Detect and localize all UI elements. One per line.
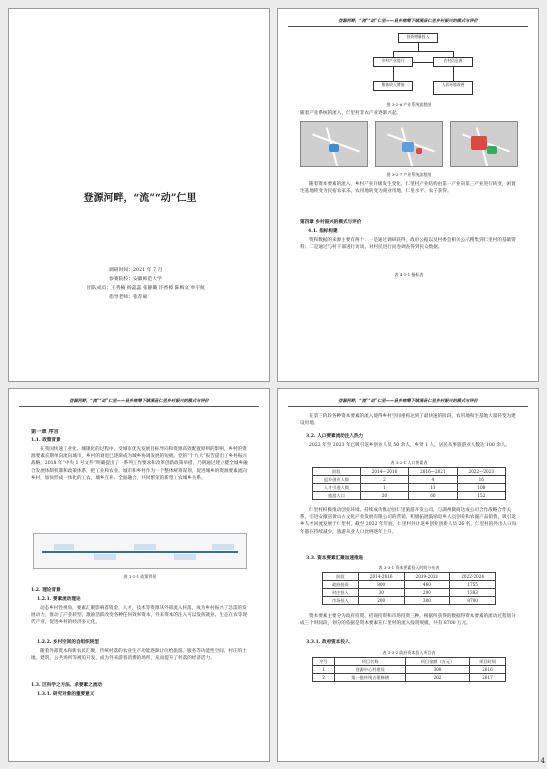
table-cell: 第一批传统古建修缮 [335,674,406,682]
table-cell: 152 [457,492,505,500]
table-cell: 1 [360,484,408,492]
body-paragraph: 资本要素主要分为政府投资、招商投资和市场投资三种。根据所获得的数据得资本要素的流动过程划分成三个时间段，划分的依据是资本要素在仁里村的流入投资规模，共有 8700 万元。 [300,614,516,627]
table-caption: 表 3-3-2 政府资本投入项目表 [382,650,436,655]
body-paragraph: 仁里村积极推动创业环境，持续成功推动县仁里旅游开发公司，与湖州微商达成公司合作战略合作关系，引进安徽省黄山古文化产业发展有限公司的营销，积极拓展鼓励返乡人员创业和农副产品销售，吸引返乡人才回流发展于仁里村，截至 2022 年年底，仁里村共计返乡创业创新人员 26 名，仁里村的外出人口每年都在持续减少，旅游从业人口比例逐年上升。 [300,508,517,535]
table-cell: 200 [358,597,404,605]
page-header: 登源河畔，“流”“动”仁里——县乡统筹下绩溪县仁里乡村振兴的模式与评价 [19,398,259,407]
section-heading: 1.3. 区科学之方法、求要素之流动 [31,683,102,688]
table-cell: 1 [313,666,335,674]
table-header: 项目时间 [469,658,505,666]
flow-connector [453,67,454,81]
section-heading: 1.1. 政策背景 [31,438,61,443]
table-header: 序号 [313,658,335,666]
cover-meta-team: 团队成员：王秀楠 杨蕊蕊 张静璐 许香樟 陈梅文 牟宇航 [87,286,205,291]
page-header: 登源河畔，“流”“动”仁里——县乡统筹下绩溪县仁里乡村振兴的模式与评价 [288,398,528,407]
subsection-heading: 1.2.2. 乡村空间的自组织转型 [37,640,99,645]
table-cell: 4 [409,476,457,484]
table-caption: 表 4-1-1 指标表 [394,272,424,277]
policy-timeline-figure [33,533,247,569]
table-header: 阶段 [323,573,359,581]
table-cell: 300 [406,666,470,674]
table-cell: 16 [457,476,505,484]
table-row [313,674,506,682]
table-cell: 2 [313,674,335,682]
table-cell: 20 [360,492,408,500]
subsection-heading: 1.2.1. 要素流动理论 [37,597,81,602]
table-header: 2016—2021 [409,468,457,476]
table-row [313,492,506,500]
table-caption: 表 3-2-1 人口要素表 [390,460,428,465]
table-header: 2014—2016 [360,468,408,476]
body-paragraph: 随着外部资本和新农民汇聚，传统村落的农业生产功能逐渐让位给旅游、服务等功能性空间，村庄的土地、建筑、公共场所等被迫开发，成为外来游客消费的场所，从而提升了村落的经济活力。 [31,649,247,662]
table-header: 2019-2021 [404,573,450,581]
section-heading: 3.2. 人口要素流动注入热力 [306,434,364,439]
table-row [323,581,496,589]
chapter-heading: 第一章 序言 [31,429,59,435]
map-image-1 [300,121,368,167]
table-row [313,484,506,492]
section-heading: 1.2. 理论背景 [31,588,61,593]
subsection-heading: 1.3.1. 研究对象的重要意义 [37,692,95,697]
table-header: 项目金额（万元） [406,658,470,666]
flow-connector [393,51,453,52]
table-caption: 表 3-3-1 资本要素投入时间分布表 [378,565,440,570]
cover-page [8,8,270,382]
section-heading: 3.3. 资本要素汇聚加速推进 [306,556,364,561]
table-header: 2022—2023 [457,468,505,476]
section-heading: 第四章 乡村振兴的模式与评价 [300,220,362,225]
body-paragraph: 动态乡村性视角，要素汇聚影响着资金，人才，技术等资源从外部流入村落，成为乡村振兴了急需的发展动力，推动了产业转型，激励活跃改变各种任何效率资本，外来资本的注入可以发挥就业、生态在农等现代产业，促进乡村的经济多元化。 [31,606,247,626]
table-cell: 108 [457,484,505,492]
cover-meta-date: 调研时间：2021 年 7 月 [109,268,163,273]
flow-box-bottom-right: 人居环境改善 [433,81,473,95]
table-header: 阶段 [313,468,361,476]
table-header: 项目名称 [335,658,406,666]
table-cell: 1755 [450,581,496,589]
table-cell: 200 [404,589,450,597]
figure-caption: 图 1-1-1 政策背景 [123,574,157,579]
table-cell: 2016 [469,666,505,674]
page-3 [8,388,270,762]
table-cell: 300 [404,597,450,605]
table-header: 2014-2016 [358,573,404,581]
flow-connector [418,43,419,51]
table-cell: 30 [358,589,404,597]
flow-connector [413,62,433,63]
table-cell: 登源中心村建设 [335,666,406,674]
flow-box-bottom-left: 集体收入增加 [373,81,413,91]
subsection-heading: 3.3.1. 政府资本投入 [306,640,350,645]
table-cell: 市场投入 [323,597,359,605]
subsection-heading: 4.1. 指标构建 [308,229,338,234]
body-paragraph: 在第三阶段各种资本要素的流入使得乡村空间重构达到了最快速的阶段，农用地和宅基地大量转变为建设用地。 [300,414,516,427]
page-4 [277,388,539,762]
figure-caption: 图 3-2-7 产业系统流程图 [386,172,432,177]
page-2 [277,8,539,382]
map-image-3 [450,121,518,167]
body-paragraph: 随着资本要素的流入，乡村产业升级发生变化，仁里村产业结构由第一产业向第三产业进行转变，闲置宅基地转变为民宿农家乐、农用地转变为商业用地，仁里水平、农子获得。 [300,182,516,195]
cover-meta-school: 参赛院校：安徽师范大学 [109,277,162,282]
map-image-2 [375,121,443,167]
figure-caption: 图 3-2-6 产业系统流程图 [386,102,432,107]
population-table [312,467,506,500]
cover-meta-advisor: 指导老师：张荐硕 [109,295,148,300]
cover-title: 登源河畔，“流”“动”仁里 [83,193,197,204]
page-number: 4 [540,757,545,765]
table-cell: 政府投资 [323,581,359,589]
flow-box-right: 农村信息源 [433,57,473,67]
table-cell: 返乡创业人数 [313,476,361,484]
body-paragraph: 2022 年至 2023 年已吸引返乡创业人员 50 余人，乡贤 1 人。居民从事旅游业人数达 100 余人。 [309,443,511,448]
table-row [323,597,496,605]
flow-connector [393,67,394,81]
body-text: 随着产业系统的流入，仁里村非农产业逐渐兴起。 [300,111,402,116]
table-cell: 11 [409,484,457,492]
body-paragraph: 资和数据的来源主要有两个：一是通过调研获得，政府公据以及村委会相关公示搜集到仁里村的基础资料；二是通过与村干部进行访谈，对村民进行问卷调查得到民众数据。 [300,238,516,251]
table-header: 2022-2024 [450,573,496,581]
flow-box-left: 乡村产业提升 [373,57,413,67]
table-cell: 人才引进人数 [313,484,361,492]
table-cell: 800 [358,581,404,589]
table-cell: 460 [404,581,450,589]
table-row [323,589,496,597]
table-cell: 村庄投入 [323,589,359,597]
table-row [313,666,506,674]
table-cell: 2017 [469,674,505,682]
table-cell: 60 [409,492,457,500]
table-cell: 旅游人口 [313,492,361,500]
government-project-table [312,657,506,682]
table-row [313,476,506,484]
capital-table [322,572,496,605]
page-header: 登源河畔，“流”“动”仁里——县乡统筹下绩溪县仁里乡村振兴的模式与评价 [288,18,528,27]
table-cell: 202 [406,674,470,682]
flow-box-top: 投资增量投入 [398,33,438,43]
body-paragraph: 在我国快速工业化、城镇化的过程中，受城市优先发展目标导向和资源高效配置原则的影响，乡村的资源要素长期单向流向城市，乡村的衰退已逐渐成为城乡协调发展的短板。党的“十九大”报告提出了乡村振兴战略，2018 年“中央 1 号文件”明确提出了一系列工作要求和改革创新政策举措，乃明通过建立健全城乡融合发展体制机制和政策体系，把工业和农业、城市和乡村作为一个整体统筹谋划，促进城乡的资源要素流向乡村，加快形成一体化的工农，城乡互补、全面融合、共同繁荣的新型工农城乡关系。 [31,447,248,481]
table-cell: 1383 [450,589,496,597]
table-cell: 2 [360,476,408,484]
table-cell: 8700 [450,597,496,605]
